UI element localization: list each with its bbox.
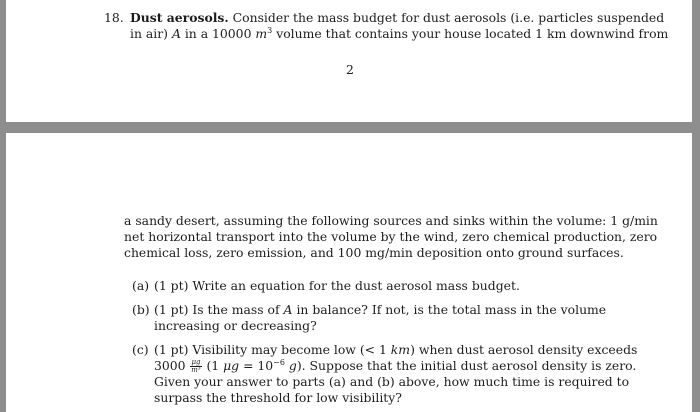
text-fragment: in balance? If not, is the total mass in the volume (292, 302, 607, 317)
paragraph-line: net horizontal transport into the volume by the wind, zero chemical production, zero (124, 229, 658, 244)
unit-microgram: μg (223, 358, 240, 373)
part-a-label: (a) (132, 278, 150, 293)
variable-a: A (171, 26, 181, 41)
unit-km: km (390, 342, 411, 357)
text-fragment: ) when dust aerosol density exceeds (410, 342, 638, 357)
unit-meter: m (255, 26, 268, 41)
part-c-text-continued (154, 358, 636, 374)
part-c-label: (c) (132, 342, 149, 357)
variable-a: A (283, 302, 293, 317)
part-c-text-continued: Given your answer to parts (a) and (b) above, how much time is required to (154, 374, 630, 389)
problem-first-line (130, 10, 664, 26)
problem-second-line (130, 26, 668, 42)
text-fragment: (1 pt) Visibility may become low (< 1 (154, 342, 391, 357)
text-fragment: volume that contains your house located 1 km downwind from (272, 26, 669, 41)
paragraph-line: a sandy desert, assuming the following sources and sinks within the volume: 1 g/min (124, 213, 658, 228)
text-fragment: 3000 (154, 358, 190, 373)
density-unit-fraction (190, 359, 201, 374)
exponent: 3 (267, 26, 273, 35)
fraction-numerator: μg (191, 358, 201, 366)
paragraph-line: chemical loss, zero emission, and 100 mg/min deposition onto ground surfaces. (124, 245, 624, 260)
part-c-text-continued: surpass the threshold for low visibility? (154, 390, 402, 405)
text-fragment: in a 10000 (180, 26, 256, 41)
exponent: −6 (273, 358, 285, 367)
page-number: 2 (346, 62, 354, 77)
problem-title: Dust aerosols. (130, 10, 229, 25)
part-b-text-continued: increasing or decreasing? (154, 318, 317, 333)
text-fragment: ). Suppose that the initial dust aerosol density is zero. (296, 358, 637, 373)
problem-text: Consider the mass budget for dust aerosols (i.e. particles suspended (228, 10, 665, 25)
document-page-lower (6, 133, 692, 412)
part-b-text (154, 302, 606, 318)
part-c-text (154, 342, 637, 358)
problem-number: 18. (104, 10, 124, 25)
unit-gram: g (288, 358, 297, 373)
fraction-denominator: m³ (191, 366, 201, 374)
document-page-upper (6, 0, 692, 122)
part-a-text: (1 pt) Write an equation for the dust aerosol mass budget. (154, 278, 520, 293)
text-fragment: (1 pt) Is the mass of (154, 302, 284, 317)
text-fragment: (1 (202, 358, 224, 373)
text-fragment: in air) (130, 26, 172, 41)
text-fragment: = 10 (239, 358, 274, 373)
part-b-label: (b) (132, 302, 150, 317)
